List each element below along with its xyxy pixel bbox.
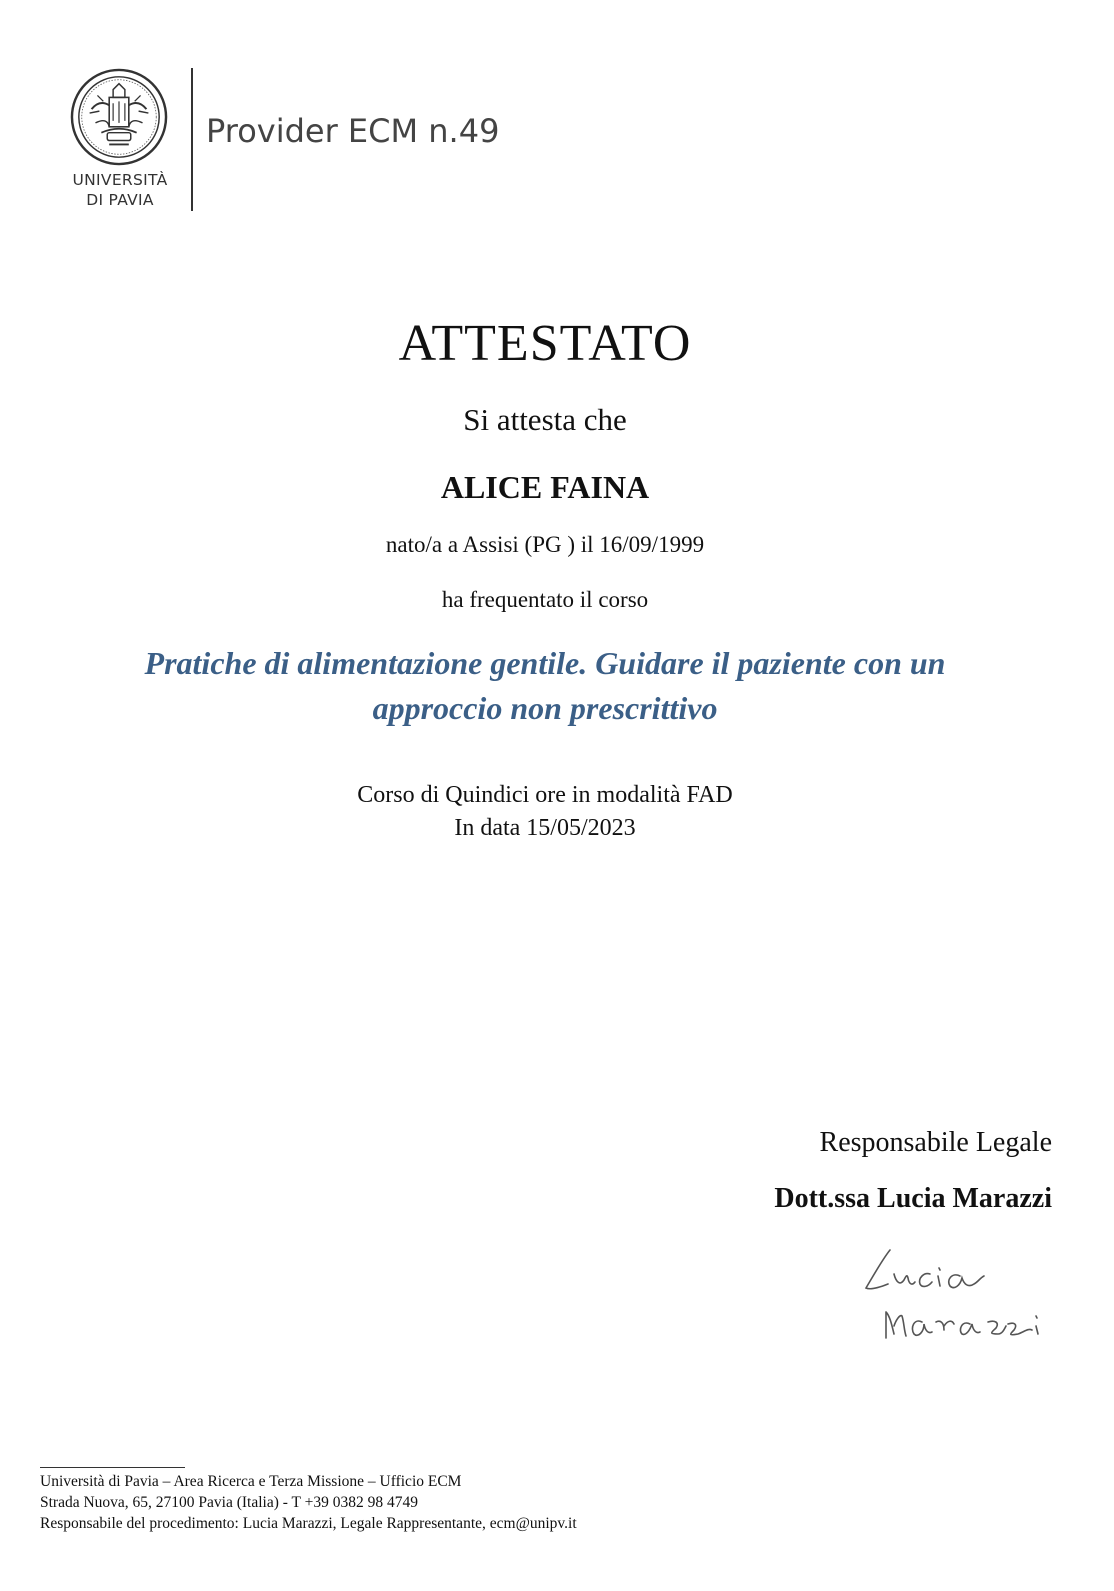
course-date: In data 15/05/2023 — [454, 815, 636, 841]
handwritten-signature — [852, 1230, 1052, 1355]
course-info — [0, 779, 1090, 845]
course-title-line2: approccio non prescrittivo — [372, 690, 718, 726]
course-mode: Corso di Quindici ore in modalità FAD — [357, 782, 733, 808]
attended-text: ha frequentato il corso — [441, 587, 649, 612]
course-title-line1: Pratiche di alimentazione gentile. Guidare il paziente con un — [144, 645, 946, 681]
signer-name: Dott.ssa Lucia Marazzi — [774, 1183, 1052, 1214]
provider-label: Provider ECM n.49 — [206, 112, 500, 150]
certificate-title: ATTESTATO — [398, 315, 692, 372]
university-seal-icon — [70, 68, 168, 166]
university-name-line1: UNIVERSITÀ — [72, 171, 168, 189]
signer-block — [774, 1125, 1052, 1217]
course-title — [80, 641, 1010, 731]
birth-info: nato/a a Assisi (PG ) il 16/09/1999 — [385, 532, 705, 557]
footer-rule — [40, 1467, 185, 1468]
footer-line-address: Strada Nuova, 65, 27100 Pavia (Italia) - T +39 0382 98 4749 — [40, 1494, 418, 1511]
footer-line-contact: Responsabile del procedimento: Lucia Marazzi, Legale Rappresentante, ecm@unipv.it — [40, 1515, 577, 1532]
footer-line-office: Università di Pavia – Area Ricerca e Terza Missione – Ufficio ECM — [40, 1473, 462, 1490]
signer-role: Responsabile Legale — [819, 1127, 1052, 1158]
header — [62, 66, 582, 216]
footer — [40, 1471, 577, 1534]
certificate-intro: Si attesta che — [463, 402, 627, 437]
university-name-line2: DI PAVIA — [86, 191, 154, 209]
header-divider — [191, 68, 193, 211]
university-name — [62, 170, 178, 210]
person-name: ALICE FAINA — [440, 469, 650, 505]
